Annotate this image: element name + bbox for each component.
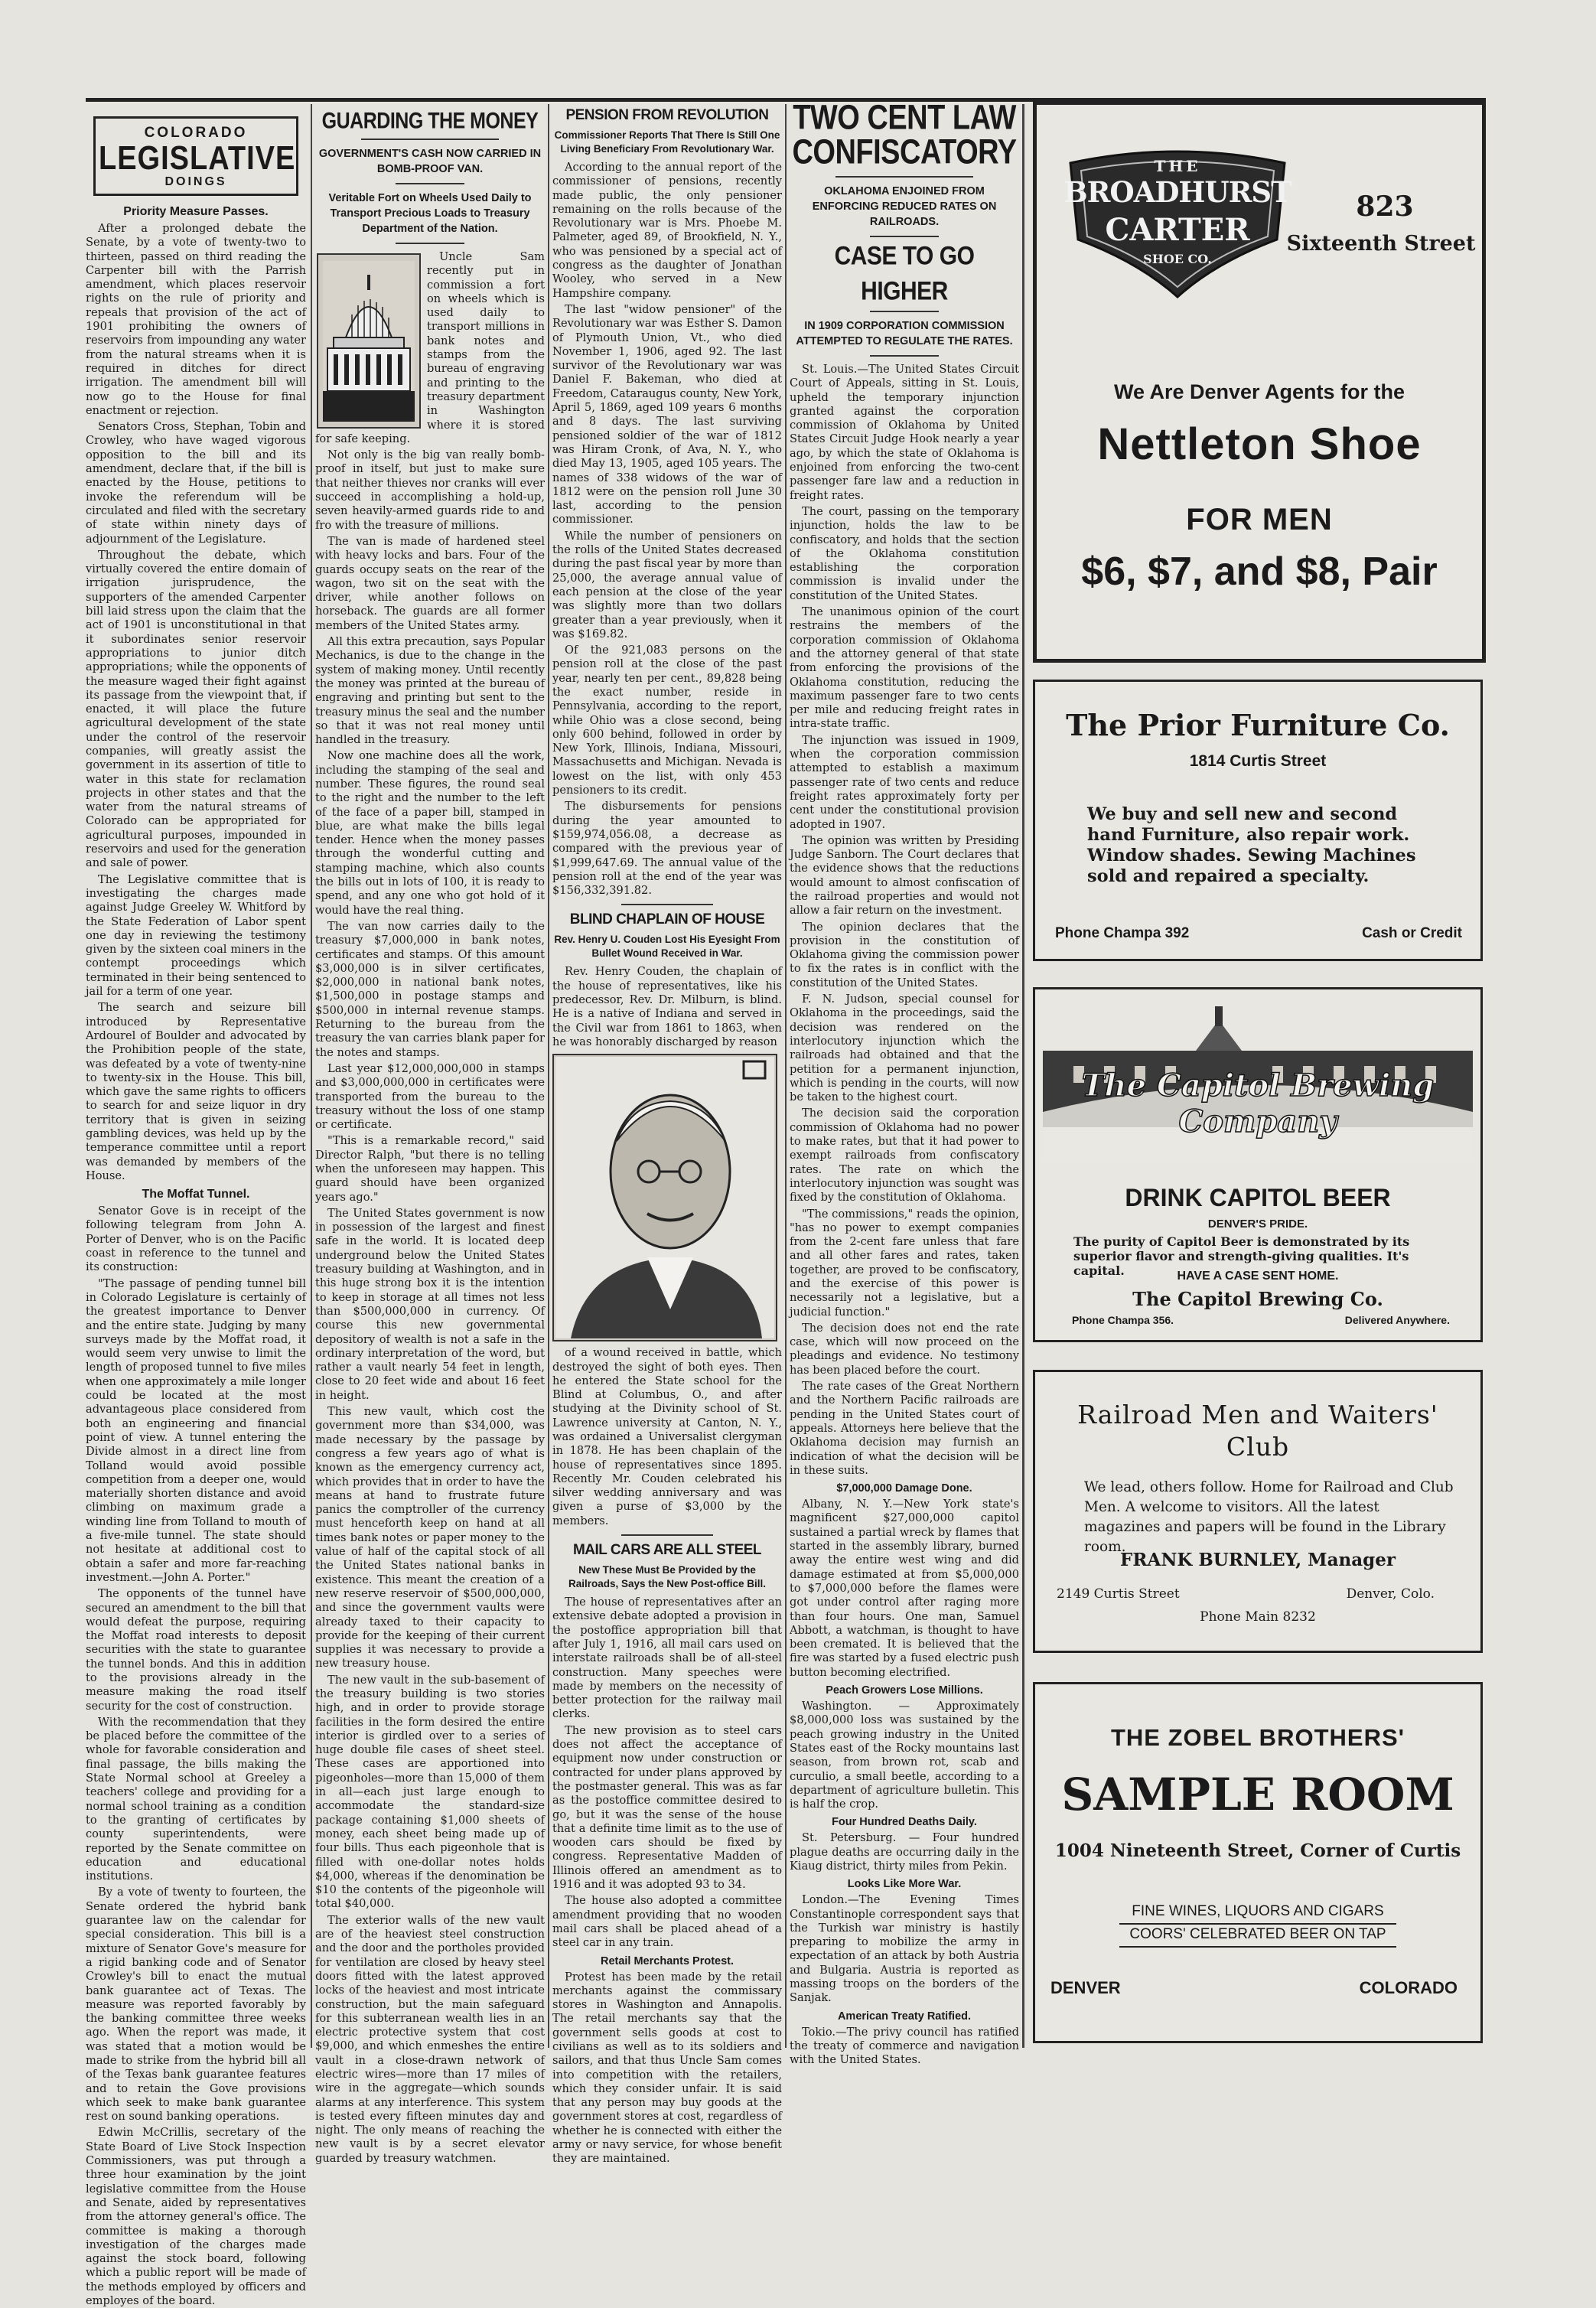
paragraph: After a prolonged debate the Senate, by a vote of twenty-two to thirteen, passed on third reading the Carpenter bill with the Parrish amendment, which places reservoir rights on the rule of priority and repeals that provision of the act of 1901 prohibiting the owners of reservoirs from impounding any water from the natural streams when it is required in ditches for direct irrigation. The amendment bill will now go to the House for final enactment or rejection. [86,222,306,417]
ad-broadhurst-carter [1033,101,1486,663]
zobel-line2: COORS' CELEBRATED BEER ON TAP [1129,1926,1386,1942]
paragraph: Protest has been made by the retail merchants against the commissary stores in Washington and Annapolis. The retail merchants say that the government sells goods at cost to civilians as well as to its soldiers and sailors, and that thus Uncle Sam comes into competition with the retailers, which they consider unfair. It is said that any person may buy goods at the government stores at cost, regardless of whether he is connected with either the army or navy service, for whose benefit they are maintained. [552,1970,782,2166]
club-manager: FRANK BURNLEY, Manager [1120,1550,1396,1570]
zobel-left: DENVER [1050,1978,1121,1997]
article-title: GUARDING THE MONEY [321,108,539,134]
broadhurst-logo [1063,148,1292,301]
deck: GOVERNMENT'S CASH NOW CARRIED IN BOMB-PROOF VAN. [318,148,542,175]
logo-main: BROADHURST [1063,175,1291,209]
ad-prior-furniture [1033,680,1483,961]
capitol-illustration [317,253,421,429]
paragraph: Washington. — Approximately $8,000,000 loss was sustained by the peach growing industry in the United States east of the Rocky mountains last season, from brown rot, scab and curculio, a small beetle, according to a department of agriculture bulletin. This is half the crop. [790,1700,1019,1811]
paragraph: Uncle Sam recently put in commission a fort on wheels which is used daily to transport millions in bank notes and stamps from the bureau of engraving and printing to the treasury department in Washington where it is stored for safe keeping. [315,250,545,445]
address-street: Sixteenth Street [1286,232,1476,256]
zobel-headline: SAMPLE ROOM [1061,1768,1454,1821]
paragraph: The new vault in the sub-basement of the treasury building is two stories high, and in order to provide storage facilities in the form desired the entire interior is girdled over to a series of huge double file cases of sheet steel. These cases are apportioned into pigeonholes—more than 15,000 of them in all—each just large enough to accommodate the standard-size package containing $1,000 sheets of money, each sheet being made up of four bills. Thus each pigeonhole that is filled with one-dollar notes holds $4,000, whereas if the denomination be $10 the contents of the pigeonhole will total $40,000. [315,1673,545,1911]
paragraph: With the recommendation that they be placed before the committee of the whole for favorable consideration and final passage, the bills making the State Normal school at Greeley a teachers' college and providing for a normal school training as a condition to the granting of certificates by county superintendents, were reported by the Senate committee on education and educational institutions. [86,1715,306,1883]
paragraph: The van is made of hardened steel with heavy locks and bars. Four of the guards occupy seats on the rear of the wagon, two sit on the seat with the driver, while another follows on horseback. The guards are all former members of the United States army. [315,534,545,632]
for-men: FOR MEN [1186,503,1333,536]
divider [396,243,464,244]
header-top: COLORADO [144,125,248,141]
article-title: BLIND CHAPLAIN OF HOUSE [569,911,765,928]
subhead: Retail Merchants Protest. [600,1954,734,1967]
zobel-rule [1119,1923,1396,1925]
case-line: HAVE A CASE SENT HOME. [1177,1270,1339,1283]
column-rule [1022,104,1024,2048]
paragraph: The house also adopted a committee amendment providing that no wooden mail cars shall be placed ahead of a steel car in any train. [552,1894,782,1950]
article-title: CONFISCATORY [792,132,1017,172]
paragraph: The opponents of the tunnel have secured an amendment to the bill that would defeat the purpose, requiring the Moffat road interests to deposit securities with the state to guarantee the tunnel bonds. And this in addition to the provisions already in the measure making the road itself security for the cost of construction. [86,1587,306,1713]
paragraph: F. N. Judson, special counsel for Oklahoma in the proceedings, said the decision was rendered on the interlocutory injunction which the railroads had obtained and that the petition for a permanent injunction, which is pending in the courts, will now be taken to the highest court. [790,993,1019,1104]
logo-bottom: SHOE CO. [1143,252,1212,266]
paragraph: of a wound received in battle, which destroyed the sight of both eyes. Then he entered the State school for the Blind at Columbus, O., and after studying at the Divinity school of St. Lawrence university at Canton, N. Y., was ordained a Universalist clergyman in 1878. He has been chaplain of the house of representatives since 1895. Recently Mr. Couden celebrated his silver wedding anniversary and was given a purse of $3,000 by the members. [552,1346,782,1527]
brewing-logo [1043,1005,1473,1158]
header-bottom: DOINGS [164,175,227,188]
zobel-right: COLORADO [1359,1978,1458,1997]
club-city: Denver, Colo. [1346,1586,1435,1602]
subhead: American Treaty Ratified. [837,2010,972,2023]
paragraph: The last "widow pensioner" of the Revolutionary war was Esther S. Damon of Plymouth Union, Vt., who died November 1, 1906, aged 92. The last survivor of the Revolutionary war was Daniel F. Bakeman, who died at Freedom, Cataraugus county, New York, April 5, 1869, aged 109 years 6 months and 8 days. The last surviving pensioned soldier of the war of 1812 was Hiram Cronk, of Ava, N. Y., who died May 13, 1905, aged 105 years. The names of 338 widows of the war of 1812 were on the pension roll June 30 last, according to the pension commissioner. [552,302,782,526]
zobel-rule [1119,1946,1396,1948]
logo-top: THE [1154,157,1201,175]
paragraph: St. Louis.—The United States Circuit Court of Appeals, sitting in St. Louis, upheld the temporary injunction granted against the corporation commission of Oklahoma by United States Circuit Judge Hook nearly a year ago, by which the state of Oklahoma is enjoined from enforcing the two-cent passenger fare law and a reduction in freight rates. [790,363,1019,502]
paragraph: London.—The Evening Times Constantinople correspondent says that the Turkish war ministry is hastily preparing to mobilize the army in expectation of an attack by both Austria and Bulgaria. Austria is reported as massing troops on the borders of the Sanjak. [790,1893,1019,2005]
paragraph: The court, passing on the temporary injunction, holds the law to be confiscatory, and holds that the section of the Oklahoma constitution establishing the corporation commission is invalid under the constitution of the United States. [790,504,1019,602]
furniture-name: The Prior Furniture Co. [1066,708,1450,742]
column-rule [785,104,787,2048]
header-title: LEGISLATIVE [99,139,296,178]
logo-mid: CARTER [1105,212,1250,248]
divider [870,236,939,237]
brewing-body: The purity of Capitol Beer is demonstrated by its superior flavor and strength-giving qualities. It's capital. [1073,1234,1410,1278]
column-guarding-money [315,106,545,2165]
denver-pride: DENVER'S PRIDE. [1207,1218,1308,1231]
brewing-logo-text: The Capitol Brewing Company [1081,1068,1435,1139]
column-two-cent-law [790,98,1019,2067]
subhead: Priority Measure Passes. [123,205,269,218]
paragraph: "The commissions," reads the opinion, "has no power to exempt companies from the 2-cent fare unless that fare and all other fares and rates, taken together, are proved to be confiscatory, and the exercise of this power is necessarily not a legislative, but a judicial function." [790,1207,1019,1319]
article-title: TWO CENT LAW [793,98,1016,138]
furniture-phone: Phone Champa 392 [1055,925,1190,941]
paragraph: The disbursements for pensions during the year amounted to $159,974,056.08, a decrease as compared with the previous year of $1,999,647.69. The annual value of the pension roll at the end of the year was $156,332,391.82. [552,800,782,898]
column-rule [548,104,549,2048]
subhead: Peach Growers Lose Millions. [826,1684,983,1697]
divider [361,139,499,140]
brewing-delivery: Delivered Anywhere. [1344,1314,1450,1326]
furniture-street: 1814 Curtis Street [1189,752,1327,770]
ad-capitol-brewing [1033,987,1483,1342]
ad-zobel-brothers [1033,1682,1483,2043]
paragraph: Rev. Henry Couden, the chaplain of the house of representatives, like his predecessor, Rev. Dr. Milburn, is blind. He is a native of Indiana and served in the Civil war from 1861 to 1863, when he was honorably discharged by reason [552,965,782,1048]
paragraph: While the number of pensioners on the rolls of the United States decreased during the past fiscal year by more than 25,000, the average annual value of each pension at the close of the year was slightly more than two dollars greater than a year previously, when it was $169.82. [552,529,782,641]
furniture-body: We buy and sell new and second hand Furniture, also repair work. Window shades. Sewing Machines sold and repaired a specialty. [1087,804,1416,886]
paragraph: The decision does not end the rate case, which will now proceed on the pleadings and evidence. No testimony has been placed before the court. [790,1321,1019,1377]
portrait-icon [555,1057,774,1338]
paragraph: Senator Gove is in receipt of the following telegram from John A. Porter of Denver, who is on the Pacific coast in reference to the tunnel and its construction: [86,1205,306,1274]
club-title-1: Railroad Men and Waiters' [1077,1400,1438,1429]
paragraph: According to the annual report of the commissioner of pensions, recently made public, the only pensioner remaining on the rolls because of the Revolutionary war is Mrs. Phoebe M. Palmeter, aged 89, of Brookfield, N. Y., who was pensioned by a special act of congress as the daughter of Jonathan Wooley, who served in a New Hampshire company. [552,161,782,300]
zobel-address: 1004 Nineteenth Street, Corner of Curtis [1054,1840,1461,1861]
column-rule [311,104,312,2048]
club-phone: Phone Main 8232 [1200,1609,1316,1625]
divider [870,355,939,357]
article-title: PENSION FROM REVOLUTION [565,107,769,123]
paragraph: The house of representatives after an extensive debate adopted a provision in the postoffice appropriation bill that after July 1, 1916, all mail cars used on interstate railroads shall be of all-steel construction. Many speeches were made by members on the necessity of better protection for the railway mail clerks. [552,1596,782,1721]
legislative-header-box [93,116,298,196]
paragraph: Now one machine does all the work, including the stamping of the seal and number. These figures, the round seal to the right and the number to the left of the face of a paper bill, stamped in blue, are what make the bills legal tender. Hence when the money passes through the wonderful cutting and stamping machine, which also counts the bills out in lots of 100, it is ready to spend, and any one who got hold of it would have the real thing. [315,749,545,917]
subhead: $7,000,000 Damage Done. [836,1482,972,1495]
paragraph: By a vote of twenty to fourteen, the Senate ordered the hybrid bank guarantee law on the calendar for special consideration. This bill is a mixture of Senator Gove's measure for a rigid banking code and of Senator Crowley's bill to enact the mutual bank guarantee act of Texas. The measure was reported favorably by the banking committee three weeks ago. When the report was made, it was stated that a motion would be made to strike from the hybrid bill all of the Texas bank guarantee features and to retain the Gove provisions which seek to make bank guarantee rest on sound banking operations. [86,1886,306,2124]
drink-headline: DRINK CAPITOL BEER [1125,1184,1391,1211]
paragraph: The Legislative committee that is investigating the charges made against Judge Greeley W. Whitford by the State Federation of Labor spent one day in reviewing the testimony given by the sixteen coal miners in the contempt proceedings which terminated in their being sentenced to jail for a term of one year. [86,872,306,999]
paragraph: The United States government is now in possession of the largest and finest safe in the world. It is located deep underground below the United States treasury building at Washington, and in this huge strong box it is the intention to keep in storage at all times not less than $500,000,000 in currency. Of course this new governmental depository of wealth is not a safe in the ordinary interpretation of the word, but rather a vault nearly 54 feet in length, close to 20 feet wide and about 16 feet in height. [315,1206,545,1402]
couden-portrait [552,1054,777,1341]
paragraph: "This is a remarkable record," said Director Ralph, "but there is no telling when the unforeseen may happen. This guard should have been organized years ago." [315,1134,545,1204]
divider [870,311,939,312]
deck: OKLAHOMA ENJOINED FROM ENFORCING REDUCED RATES ON RAILROADS. [812,185,997,228]
divider [621,904,713,905]
capitol-dome-icon [323,261,415,422]
agents-line: We Are Denver Agents for the [1113,380,1405,403]
deck: Commissioner Reports That There Is Still One Living Beneficiary From Revolutionary War. [554,129,780,155]
column-pension [552,106,782,2166]
deck: IN 1909 CORPORATION COMMISSION ATTEMPTED TO REGULATE THE RATES. [796,320,1013,347]
zobel-line1: FINE WINES, LIQUORS AND CIGARS [1132,1903,1384,1919]
paragraph: Last year $12,000,000,000 in stamps and $3,000,000,000 in certificates were transported from the bureau to the treasury without the loss of one stamp or certificate. [315,1061,545,1132]
club-body: We lead, others follow. Home for Railroad and Club Men. A welcome to visitors. All the latest magazines and papers will be found in the Library room. [1084,1479,1454,1555]
paragraph: All this extra precaution, says Popular Mechanics, is due to the change in the system of making money. Until recently the money was printed at the bureau of engraving and printing but sent to the treasury minus the seal and the number so that it was not real money until handled in the treasury. [315,635,545,747]
paragraph: The exterior walls of the new vault are of the heaviest steel construction and the door and the portholes provided for ventilation are closed by heavy steel doors fitted with the latest approved locks of the heaviest and most intricate construction, but the main safeguard for this subterranean wealth lies in an electric protective system that cost $9,000, and which enmeshes the entire vault in a close-drawn network of electric wires—more than 17 miles of wire in the aggregate—which sounds alarms at any interference. This system is tested every fifteen minutes day and night. The only means of reaching the new vault is by a secret elevator guarded by treasury watchmen. [315,1913,545,2165]
paragraph: The injunction was issued in 1909, when the corporation commission attempted to establish a maximum passenger rate of two cents and reduce freight rates approximately forty per cent under the constitutional provision adopted in 1907. [790,733,1019,831]
paragraph: The rate cases of the Great Northern and the Northern Pacific railroads are pending in the United States court of appeals. Attorneys here believe that the Oklahoma decision may furnish an indication of what the decision will be in these suits. [790,1380,1019,1477]
subhead: Four Hundred Deaths Daily. [832,1816,977,1829]
article-title: MAIL CARS ARE ALL STEEL [572,1542,762,1559]
deck: New These Must Be Provided by the Railroads, Says the New Post-office Bill. [568,1564,767,1590]
article-title: CASE TO GO HIGHER [834,241,975,306]
paragraph: Senators Cross, Stephan, Tobin and Crowley, who have waged vigorous opposition to the bill and its amendment, declare that, if the bill is enacted by the House, petitions to invoke the referendum will be circulated and filed with the secretary of state within ninety days of adjournment of the Legislature. [86,420,306,546]
paragraph: Throughout the debate, which virtually covered the entire domain of irrigation jurisprudence, the supporters of the amended Carpenter bill laid stress upon the claim that the act of 1901 is unconstitutional in that it subordinates senior reservoir appropriations to junior ditch appropriations; while the opponents of the measure waged their fight against its passage from the viewpoint that, if enacted, it will place the future agricultural development of the state under the control of the reservoir companies, will greatly assist the government in its assertion of title to water in this state for reclamation projects in other states and that the water from the natural streams of Colorado can be appropriated for agricultural purposes, impounded in reservoirs and used for the generation and sale of power. [86,548,306,870]
deck: Rev. Henry U. Couden Lost His Eyesight From Bullet Wound Received in War. [554,934,780,960]
prices: $6, $7, and $8, Pair [1081,549,1438,594]
paragraph: Of the 921,083 persons on the pension roll at the close of the past year, nearly ten per cent., 89,828 being the exact number, reside in Pennsylvania, according to the report, while Ohio was a close second, being only 600 behind, followed in order by New York, Illinois, Indiana, Missouri, Massachusetts and Michigan. Nevada is lowest on the list, with only 453 pensioners to its credit. [552,644,782,797]
column-legislative [86,109,306,2308]
paragraph: Albany, N. Y.—New York state's magnificent $27,000,000 capitol sustained a partial wreck by flames that started in the assembly library, burned away the entire west wing and did damage estimated at from $5,000,000 to $7,000,000 before the flames were got under control after raging more than four hours. One man, Samuel Abbott, a watchman, is thought to have been cremated. It is believed that the fire was started by a fused electric push button becoming electrified. [790,1498,1019,1679]
subhead: Looks Like More War. [847,1878,962,1891]
furniture-terms: Cash or Credit [1362,925,1462,941]
paragraph: The opinion was written by Presiding Judge Sanborn. The Court declares that the evidence shows that the reductions would amount to almost confiscation of the railroad properties and would not allow a fair return on the investment. [790,833,1019,918]
paragraph: The opinion declares that the provision in the constitution of Oklahoma giving the commission power to fix the rates is in conflict with the constitution of the United States. [790,920,1019,989]
paragraph: Tokio.—The privy council has ratified the treaty of commerce and navigation with the United States. [790,2025,1019,2067]
brewing-phone: Phone Champa 356. [1072,1314,1174,1326]
paragraph: St. Petersburg. — Four hundred plague deaths are occurring daily in the Kiaug district, thirty miles from Pekin. [790,1831,1019,1873]
paragraph: The unanimous opinion of the court restrains the members of the corporation commission of Oklahoma and the attorney general of that state from enforcing the provisions of the Oklahoma constitution, reducing the maximum passenger fare to two cents per mile and reducing freight rates in intra-state traffic. [790,605,1019,731]
paragraph: "The passage of pending tunnel bill in Colorado Legislature is certainly of the greatest importance to Denver and the entire state. Judging by many surveys made by the Moffat road, it would seem very unwise to limit the length of proposed tunnel to five miles when one approximately a mile longer could be located at the most advantageous place considered from both an engineering and financial point of view. A tunnel entering the Divide almost in a direct line from Tolland would avoid possible competition from a deeper one, would materially shorten distance and avoid climbing on maximum grade a winding line from Tolland to mouth of a five-mile tunnel. The state should not hesitate at additional cost to obtain a safer and more far-reaching investment.—John A. Porter." [86,1276,306,1584]
brewing-name: The Capitol Brewing Co. [1132,1288,1383,1310]
paragraph: The new provision as to steel cars does not affect the acceptance of equipment now under construction or contracted for under plans approved by the postmaster general. This was as far as the postoffice committee desired to go, but it was the sense of the house that a definite time limit as to the use of wooden cars should be fixed by congress. Representative Madden of Illinois offered an amendment as to 1916 and it was adopted 93 to 34. [552,1723,782,1892]
subhead: The Moffat Tunnel. [142,1188,250,1201]
ad-railroad-club [1033,1370,1483,1653]
club-street: 2149 Curtis Street [1057,1586,1180,1602]
club-title-2: Club [1226,1432,1290,1462]
divider [621,1534,713,1536]
address-number: 823 [1356,191,1414,223]
paragraph: This new vault, which cost the government more than $34,000, was made necessary by the passage by congress a few years ago of what is known as the emergency currency act, which provides that in order to have the means at hand to frustrate future panics the comptroller of the currency must henceforth keep on hand at all times bank notes or paper money to the value of half of the capital stock of all the United States national banks in existence. This meant the creation of a new reserve reservoir of $500,000,000, and since the government vaults were already taxed to their capacity to provide for the keeping of their current supplies it was necessary to provide a new treasury house. [315,1405,545,1671]
paragraph: The search and seizure bill introduced by Representative Ardourel of Boulder and advocated by the Prohibition people of the state, was defeated by a vote of twenty-nine to twenty-six in the House. This bill, which gave the same rights to officers to search for and seize liquor in dry territory that is given in seizing gambling devices, was held up by the temperance committee until a report was demanded by members of the House. [86,1001,306,1182]
divider [396,183,464,184]
paragraph: Edwin McCrillis, secretary of the State Board of Live Stock Inspection Commissioners, was put through a three hour examination by the joint legislative committee from the House and Senate, aided by representatives from the attorney general's office. The committee is making a thorough investigation of the charges made against the stock board, following which a public report will be made of the methods employed by officers and employes of the board. [86,2126,306,2308]
paragraph: The van now carries daily to the treasury $7,000,000 in bank notes, certificates and stamps. Of this amount $3,000,000 is in silver certificates, $2,000,000 in national bank notes, $1,500,000 in postage stamps and $500,000 in internal revenue stamps. Returning to the bureau from the treasury the van carries blank paper for the notes and stamps. [315,919,545,1059]
deck: Veritable Fort on Wheels Used Daily to Transport Precious Loads to Treasury Department of the Nation. [328,192,532,235]
divider [835,176,973,178]
paragraph: Not only is the big van really bomb-proof in itself, but just to make sure that neither thieves nor cranks will ever succeed in accomplishing a hold-up, seven heavily-armed guards ride to and fro with the treasure of millions. [315,448,545,532]
paragraph: The decision said the corporation commission of Oklahoma had no power to make rates, but that it had power to exempt railroads from confiscatory rates. The rate on which the interlocutory injunction was sought was fixed by the constitution of Oklahoma. [790,1107,1019,1205]
brand-name: Nettleton Shoe [1097,419,1422,469]
zobel-title: THE ZOBEL BROTHERS' [1110,1724,1405,1751]
